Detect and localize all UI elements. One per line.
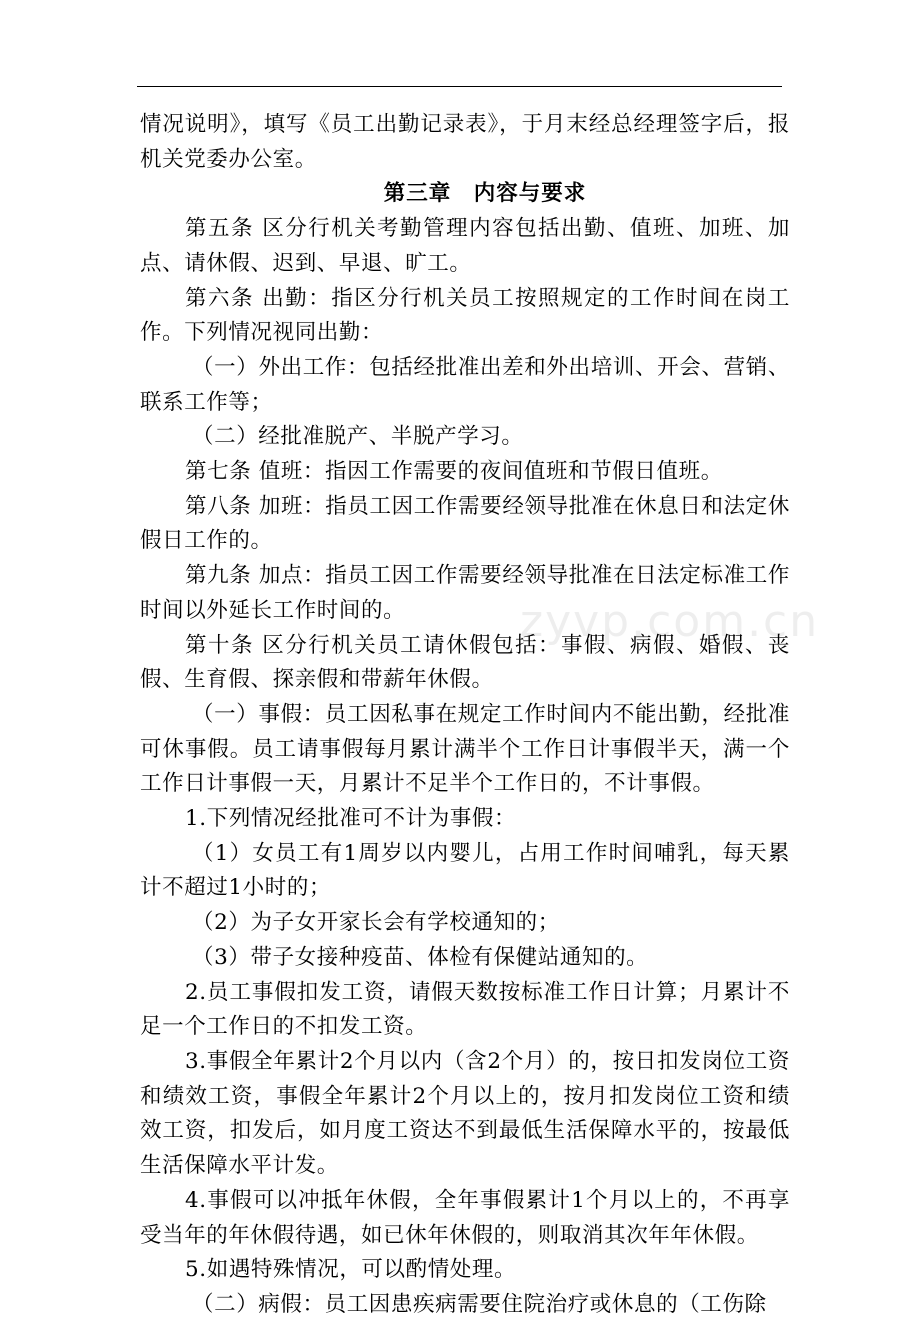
article-8: 第八条 加班：指员工因工作需要经领导批准在休息日和法定休假日工作的。 [140, 493, 790, 554]
article-6-item-2: （二）经批准脱产、半脱产学习。 [192, 424, 524, 450]
personal-leave-point-3: 3.事假全年累计2个月以内（含2个月）的，按日扣发岗位工资和绩效工资，事假全年累计2个月以上的，按月扣发岗位工资和绩效工资，扣发后，如月度工资达不到最低生活保障水平的，按最低生活保障水平计发。 [140, 1048, 790, 1179]
article-5: 第五条 区分行机关考勤管理内容包括出勤、值班、加班、加点、请休假、迟到、早退、旷工。 [140, 216, 790, 276]
document-body [140, 108, 790, 1323]
personal-leave-subpoint-3: （3）带子女接种疫苗、体检有保健站通知的。 [192, 944, 649, 970]
header-rule [137, 86, 782, 87]
chapter-heading: 第三章 内容与要求 [383, 181, 587, 207]
article-7: 第七条 值班：指因工作需要的夜间值班和节假日值班。 [185, 459, 723, 485]
article-9: 第九条 加点：指员工因工作需要经领导批准在日法定标准工作时间以外延长工作时间的。 [140, 563, 790, 623]
article-6: 第六条 出勤：指区分行机关员工按照规定的工作时间在岗工作。下列情况视同出勤： [140, 285, 790, 346]
personal-leave-point-4: 4.事假可以冲抵年休假，全年事假累计1个月以上的，不再享受当年的年休假待遇，如已休年休假的，则取消其次年年休假。 [140, 1187, 790, 1248]
personal-leave-subpoint-2: （2）为子女开家长会有学校通知的； [192, 910, 560, 936]
personal-leave-subpoint-1: （1）女员工有1周岁以内婴儿，占用工作时间哺乳，每天累计不超过1小时的； [140, 840, 790, 901]
personal-leave-point-5: 5.如遇特殊情况，可以酌情处理。 [185, 1257, 517, 1283]
personal-leave-point-2: 2.员工事假扣发工资，请假天数按标准工作日计算；月累计不足一个工作日的不扣发工资。 [140, 979, 790, 1040]
paragraph-continuation: 情况说明》，填写《员工出勤记录表》，于月末经总经理签字后，报机关党委办公室。 [140, 112, 790, 172]
article-10: 第十条 区分行机关员工请休假包括：事假、病假、婚假、丧假、生育假、探亲假和带薪年休假。 [140, 632, 790, 693]
watermark: zyvp.com.cn [520, 596, 820, 647]
personal-leave-point-1: 1.下列情况经批准可不计为事假： [185, 806, 517, 832]
article-10-personal-leave: （一）事假：员工因私事在规定工作时间内不能出勤，经批准可休事假。员工请事假每月累计满半个工作日计事假半天，满一个工作日计事假一天，月累计不足半个工作日的，不计事假。 [140, 701, 790, 797]
article-6-item-1: （一）外出工作：包括经批准出差和外出培训、开会、营销、联系工作等； [140, 354, 790, 415]
article-10-sick-leave: （二）病假：员工因患疾病需要住院治疗或休息的（工伤除 [192, 1291, 767, 1317]
